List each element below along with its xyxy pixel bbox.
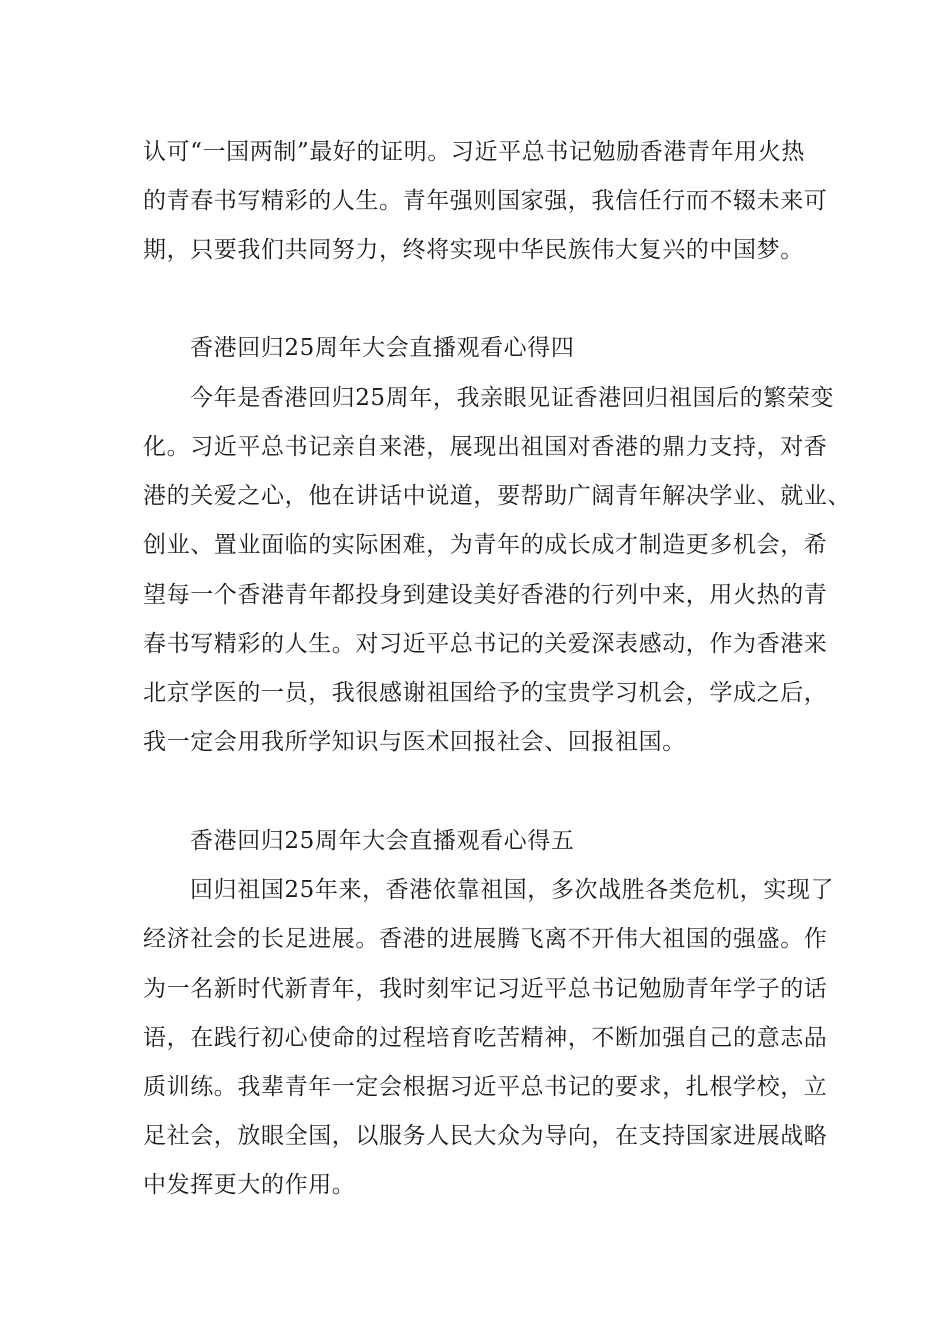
section-heading-5: 香港回归25周年大会直播观看心得五 — [190, 828, 575, 854]
paragraph-line: 中发挥更大的作用。 — [143, 1172, 356, 1198]
paragraph-line: 望每一个香港青年都投身到建设美好香港的行列中来，用火热的青 — [143, 582, 828, 608]
paragraph-line: 经济社会的长足进展。香港的进展腾飞离不开伟大祖国的强盛。作 — [143, 926, 828, 952]
paragraph-line: 的青春书写精彩的人生。青年强则国家强，我信任行而不辍未来可 — [143, 188, 828, 214]
paragraph-line: 期，只要我们共同努力，终将实现中华民族伟大复兴的中国梦。 — [143, 237, 804, 263]
paragraph-line: 认可“一国两制”最好的证明。习近平总书记勉励香港青年用火热 — [143, 139, 805, 165]
paragraph-line: 质训练。我辈青年一定会根据习近平总书记的要求，扎根学校，立 — [143, 1074, 828, 1100]
paragraph-line: 语，在践行初心使命的过程培育吃苦精神，不断加强自己的意志品 — [143, 1025, 828, 1051]
paragraph-line: 足社会，放眼全国，以服务人民大众为导向，在支持国家进展战略 — [143, 1123, 828, 1149]
paragraph-line: 为一名新时代新青年，我时刻牢记习近平总书记勉励青年学子的话 — [143, 976, 828, 1002]
paragraph-line: 春书写精彩的人生。对习近平总书记的关爱深表感动，作为香港来 — [143, 631, 828, 657]
paragraph-line: 今年是香港回归25周年，我亲眼见证香港回归祖国后的繁荣变 — [190, 385, 835, 411]
section-heading-4: 香港回归25周年大会直播观看心得四 — [190, 335, 575, 361]
paragraph-line: 化。习近平总书记亲自来港，展现出祖国对香港的鼎力支持，对香 — [143, 434, 828, 460]
paragraph-line: 回归祖国25年来，香港依靠祖国，多次战胜各类危机，实现了 — [190, 877, 835, 903]
paragraph-line: 港的关爱之心，他在讲话中说道，要帮助广阔青年解决学业、就业、 — [143, 483, 851, 509]
paragraph-line: 北京学医的一员，我很感谢祖国给予的宝贵学习机会，学成之后， — [143, 680, 828, 706]
paragraph-line: 创业、置业面临的实际困难，为青年的成长成才制造更多机会，希 — [143, 532, 828, 558]
paragraph-line: 我一定会用我所学知识与医术回报社会、回报祖国。 — [143, 729, 686, 755]
